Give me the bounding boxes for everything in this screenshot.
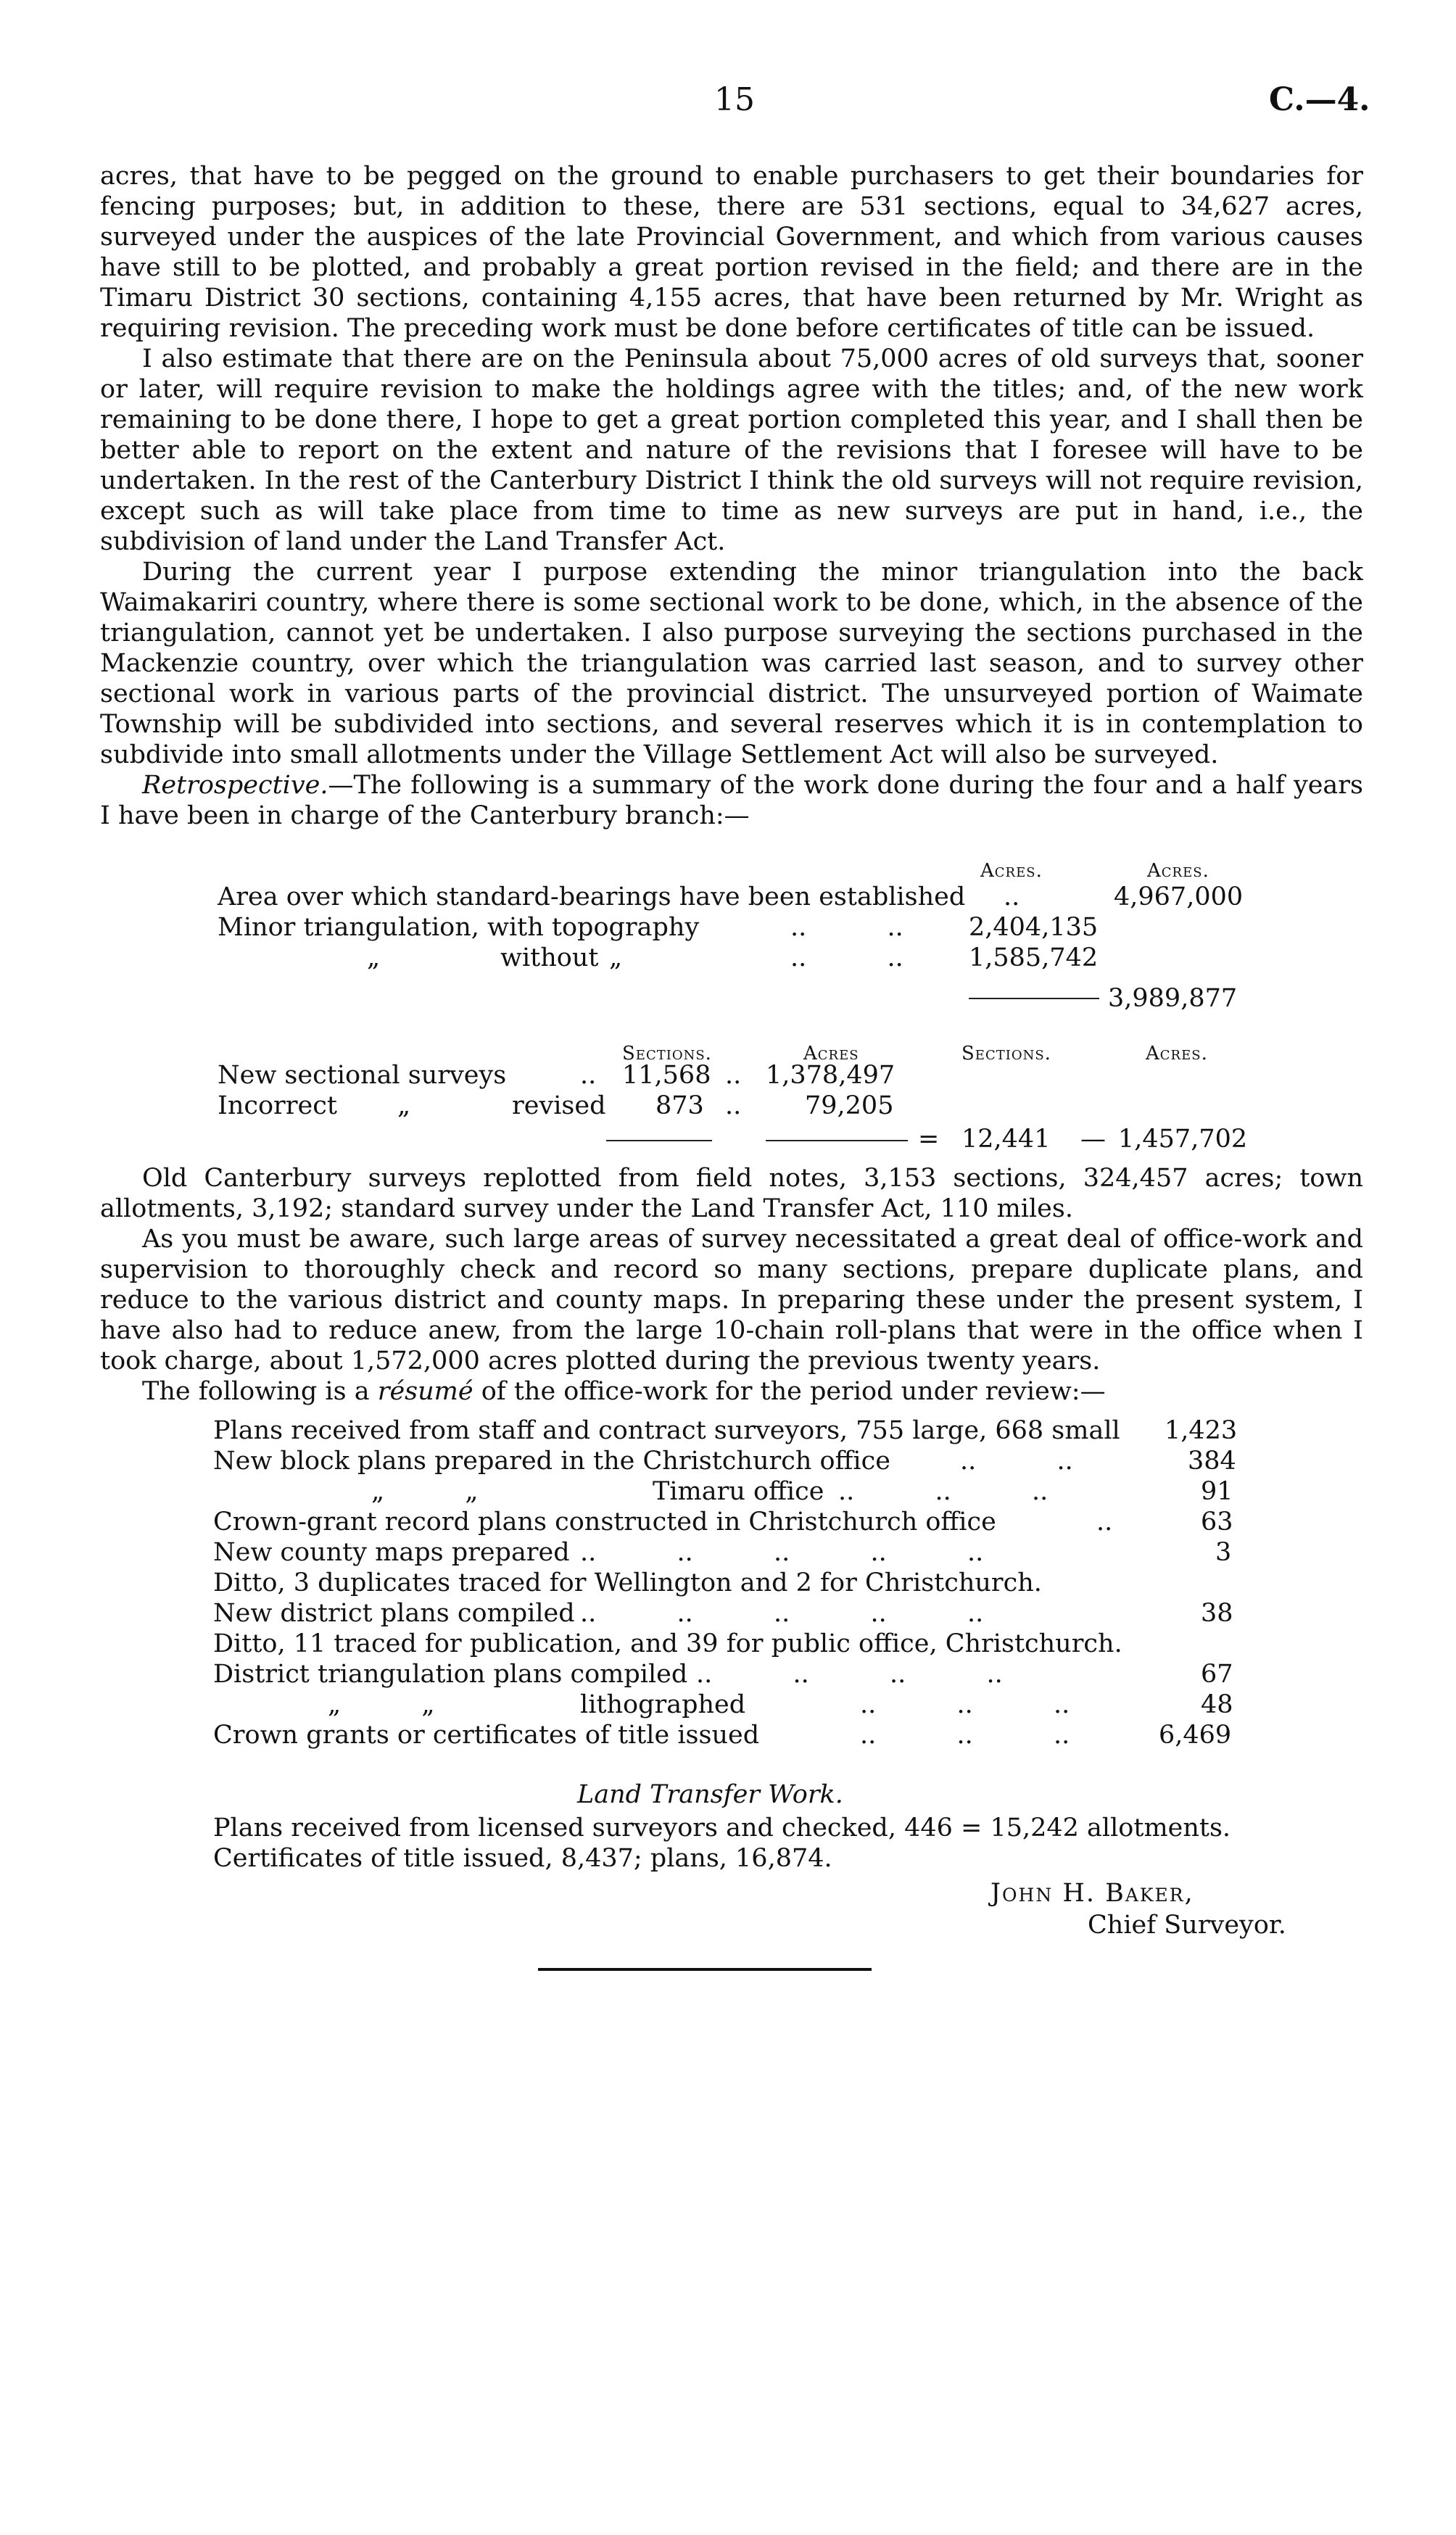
paragraph-2: I also estimate that there are on the Peninsula about 75,000 acres of old surveys that, sooner or later, will require revision to make the holdings agree with the titles; and, of the new work remaining to be done there, I hope to get a great portion completed this year, and I shall then be better able to report on the extent and nature of the revisions that I foresee will have to be undertaken. In the rest of the Canterbury District I think the old surveys will not require revision, except such as will take place from time to time as new surveys are put in hand, i.e., the subdivision of land under the Land Transfer Act.	[100, 344, 1363, 556]
summary-rule	[969, 998, 1099, 999]
office-item-label: Plans received from staff and contract surveyors, 755 large, 668 small	[213, 1416, 1120, 1445]
office-item-label: Ditto, 3 duplicates traced for Wellington and 2 for Christchurch.	[213, 1568, 1042, 1597]
summary-row1-value: 4,967,000	[1114, 882, 1244, 911]
sections-row1-sections: 11,568	[622, 1061, 711, 1090]
office-item-value: 67	[1201, 1660, 1233, 1689]
summary-row3-ditto: „	[367, 943, 381, 972]
summary-row1-label: Area over which standard-bearings have been established	[218, 882, 966, 911]
acres-header-1: Acres.	[980, 860, 1043, 882]
retrospective-text: —The following is a summary of the work done during the four and a half years I have been in charge of the Canterbury branch:—	[100, 771, 1363, 830]
paragraph-office-work: As you must be aware, such large areas of survey necessitated a great deal of office-work and supervision to thoroughly check and record so many sections, prepare duplicate plans, and reduce to the various district and county maps. In preparing these under the present system, I have also had to reduce anew, from the large 10-chain roll-plans that were in the office when I took charge, about 1,572,000 acres plotted during the previous twenty years.	[100, 1225, 1363, 1376]
paragraph-1: acres, that have to be pegged on the ground to enable purchasers to get their boundaries for fencing purposes; but, in addition to these, there are 531 sections, equal to 34,627 acres, surveyed under the auspices of the late Provincial Government, and which from various causes have still to be plotted, and probably a great portion revised in the field; and there are in the Timaru District 30 sections, containing 4,155 acres, that have been returned by Mr. Wright as requiring revision. The preceding work must be done before certificates of title can be issued.	[100, 162, 1363, 343]
summary-total: 3,989,877	[1108, 984, 1238, 1013]
retrospective-label: Retrospective.	[142, 771, 328, 800]
office-item-dots: .. .. .. ..	[696, 1660, 1003, 1689]
office-item-label: lithographed	[580, 1690, 746, 1719]
summary-row1-dots: ..	[1004, 882, 1020, 911]
office-item-label: Crown grants or certificates of title issued	[213, 1721, 760, 1750]
office-item-value: 6,469	[1159, 1721, 1232, 1750]
sections-row2-label2: revised	[512, 1091, 606, 1120]
office-item-ditto: „ „	[371, 1477, 479, 1506]
office-item-label: New district plans compiled	[213, 1599, 575, 1628]
office-item-dots: ..	[1096, 1508, 1113, 1537]
summary-row2-label: Minor triangulation, with topography	[218, 913, 700, 942]
summary-row2-value: 2,404,135	[969, 913, 1099, 942]
office-item-dots: .. .. ..	[860, 1721, 1070, 1750]
document-code: C.—4.	[1269, 81, 1370, 118]
sections-row2-ditto: „	[397, 1091, 411, 1120]
sections-row2-sections: 873	[655, 1091, 704, 1120]
paragraph-resume	[100, 1376, 1363, 1407]
signature-title: Chief Surveyor.	[1088, 1911, 1286, 1940]
summary-row3-value: 1,585,742	[969, 943, 1099, 972]
sections-header-2: Sections.	[961, 1043, 1051, 1064]
resume-text-a: The following is a	[142, 1377, 378, 1406]
acres-header-3: Acres.	[1146, 1043, 1208, 1064]
office-item-value: 48	[1201, 1690, 1233, 1719]
acres-header: Acres	[803, 1043, 859, 1064]
paragraph-3: During the current year I purpose extending the minor triangulation into the back Waimakariri country, where there is some sectional work to be done, which, in the absence of the triangulation, cannot yet be undertaken. I also purpose surveying the sections purchased in the Mackenzie country, over which the triangulation was carried last season, and to survey other sectional work in various parts of the provincial district. The unsurveyed portion of Waimate Township will be subdivided into sections, and several reserves which it is in contemplation to subdivide into small allotments under the Village Settlement Act will also be surveyed.	[100, 558, 1363, 769]
sections-row2-acres: 79,205	[805, 1091, 894, 1120]
office-item-label: District triangulation plans compiled	[213, 1660, 688, 1689]
page-number: 15	[714, 81, 755, 118]
office-item-value: 91	[1201, 1477, 1233, 1506]
sections-rule-1	[606, 1140, 712, 1141]
office-item-value: 63	[1201, 1508, 1233, 1537]
paragraph-replotted: Old Canterbury surveys replotted from field notes, 3,153 sections, 324,457 acres; town allotments, 3,192; standard survey under the Land Transfer Act, 110 miles.	[100, 1164, 1363, 1223]
land-transfer-line-2: Certificates of title issued, 8,437; plans, 16,874.	[213, 1844, 832, 1873]
acres-header-2: Acres.	[1147, 860, 1209, 882]
sections-total-eq: =	[918, 1125, 940, 1154]
summary-row3-dots: .. ..	[790, 943, 903, 972]
summary-row3-label: without	[500, 943, 599, 972]
land-transfer-line-1: Plans received from licensed surveyors and checked, 446 = 15,242 allotments.	[213, 1814, 1231, 1843]
sections-row1-acres: 1,378,497	[766, 1061, 895, 1090]
sections-header: Sections.	[622, 1043, 712, 1064]
office-item-label: New county maps prepared	[213, 1538, 570, 1567]
office-item-ditto: „ „	[328, 1690, 435, 1719]
sections-rule-2	[766, 1140, 908, 1141]
summary-row2-dots: .. ..	[790, 913, 903, 942]
office-item-label: Timaru office	[653, 1477, 824, 1506]
sections-total-sections: 12,441	[961, 1125, 1051, 1154]
office-item-dots: .. .. ..	[838, 1477, 1048, 1506]
sections-row2-label: Incorrect	[218, 1091, 337, 1120]
resume-text-b: of the office-work for the period under review:—	[473, 1377, 1106, 1406]
office-item-label: Ditto, 11 traced for publication, and 39 for public office, Christchurch.	[213, 1629, 1122, 1658]
summary-row3-ditto2: „	[609, 943, 623, 972]
office-item-dots: .. .. ..	[860, 1690, 1070, 1719]
office-item-label: Crown-grant record plans constructed in Christchurch office	[213, 1508, 996, 1537]
sections-row1-dots: ..	[580, 1061, 597, 1090]
sections-total-acres: 1,457,702	[1118, 1125, 1248, 1154]
signature-name: John H. Baker,	[990, 1879, 1194, 1908]
office-item-label: New block plans prepared in the Christchurch office	[213, 1447, 890, 1476]
sections-row2-dots: ..	[725, 1091, 742, 1120]
office-item-dots: .. .. .. .. ..	[580, 1599, 984, 1628]
office-item-value: 1,423	[1165, 1416, 1238, 1445]
office-item-value: 384	[1188, 1447, 1236, 1476]
paragraph-retrospective	[100, 770, 1363, 831]
sections-row1-dots2: ..	[725, 1061, 742, 1090]
land-transfer-heading: Land Transfer Work.	[577, 1780, 843, 1809]
office-item-dots: .. .. .. .. ..	[580, 1538, 984, 1567]
closing-rule	[538, 1968, 872, 1971]
sections-row1-label: New sectional surveys	[218, 1061, 507, 1090]
office-item-dots: .. ..	[960, 1447, 1073, 1476]
office-item-value: 3	[1215, 1538, 1232, 1567]
sections-total-dash: —	[1080, 1125, 1106, 1154]
office-item-value: 38	[1201, 1599, 1233, 1628]
resume-word: résumé	[377, 1377, 473, 1406]
